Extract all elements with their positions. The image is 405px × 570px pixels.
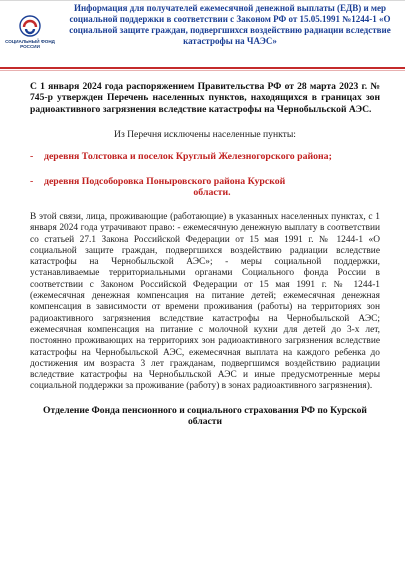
list-item-text-cont: области. [193, 187, 231, 199]
logo-text: СОЦИАЛЬНЫЙ ФОНД РОССИИ [5, 39, 55, 49]
header [0, 1, 405, 67]
excluded-title: Из Перечня исключены населенные пункты: [114, 129, 296, 141]
main-paragraph: В этой связи, лица, проживающие (работающие) в указанных населенных пунктах, с 1 января 2024 года утрачивают право: - ежемесячную денежную выплату в соответствии со статьей 27.1 Закона Российской Федерации от 15 мая 1991 г. № 1244-1 «О социальной защите граждан, подвергшихся воздействию радиации вследствие катастрофы на Чернобыльской АЭС»; - меры социальной поддержки, устанавливаемые территориальными органами Социального фонда России в соответствии с Законом Российской Федерации от 15 мая 1991 г. № 1244-1 (ежемесячная денежная компенсация на питание детей; ежемесячная денежная компенсация в зависимости от времени проживания (работы) на территориях зон радиоактивного загрязнения вследствие катастрофы на Чернобыльской АЭС; ежемесячная компенсация на питание с молочной кухни для детей до 3-х лет, постоянно проживающих на территориях зон радиоактивного загрязнения вследствие катастрофы на Чернобыльской АЭС, ежемесячная выплата на каждого ребенка до достижения им возраста 3 лет гражданам, подвергшимся воздействию радиации вследствие катастрофы на Чернобыльской АЭС и иные предусмотренные меры социальной поддержки за проживание (работу) в зонах радиоактивного загрязнения). [30, 212, 380, 392]
header-title: Информация для получателей ежемесячной денежной выплаты (ЕДВ) и мер социальной поддержки в соответствии с Законом РФ от 15.05.1991 №1244-1 «О социальной защите граждан, подвергшихся воздействию радиации вследствие катастрофы на ЧАЭС» [69, 3, 391, 46]
logo [4, 15, 56, 55]
list-dash: - [30, 151, 34, 163]
intro-paragraph: С 1 января 2024 года распоряжением Правительства РФ от 28 марта 2023 г. № 745-р утвержден Перечень населенных пунктов, находящихся в границах зон радиоактивного загрязнения вследствие катастрофы на Чернобыльской АЭС. [30, 81, 380, 115]
sfr-logo-icon [19, 15, 41, 37]
header-divider-thin [0, 70, 405, 71]
list-item [30, 176, 380, 199]
list-item [30, 151, 380, 163]
footer-signature: Отделение Фонда пенсионного и социального страхования РФ по Курской области [43, 404, 367, 428]
header-divider [0, 67, 405, 69]
list-item-text: деревня Подсоборовка Поныровского района Курской [44, 175, 286, 187]
excluded-list [30, 151, 380, 199]
list-dash: - [30, 175, 34, 187]
document-body [30, 81, 380, 428]
list-item-text: деревня Толстовка и поселок Круглый Железногорского района; [44, 151, 332, 163]
